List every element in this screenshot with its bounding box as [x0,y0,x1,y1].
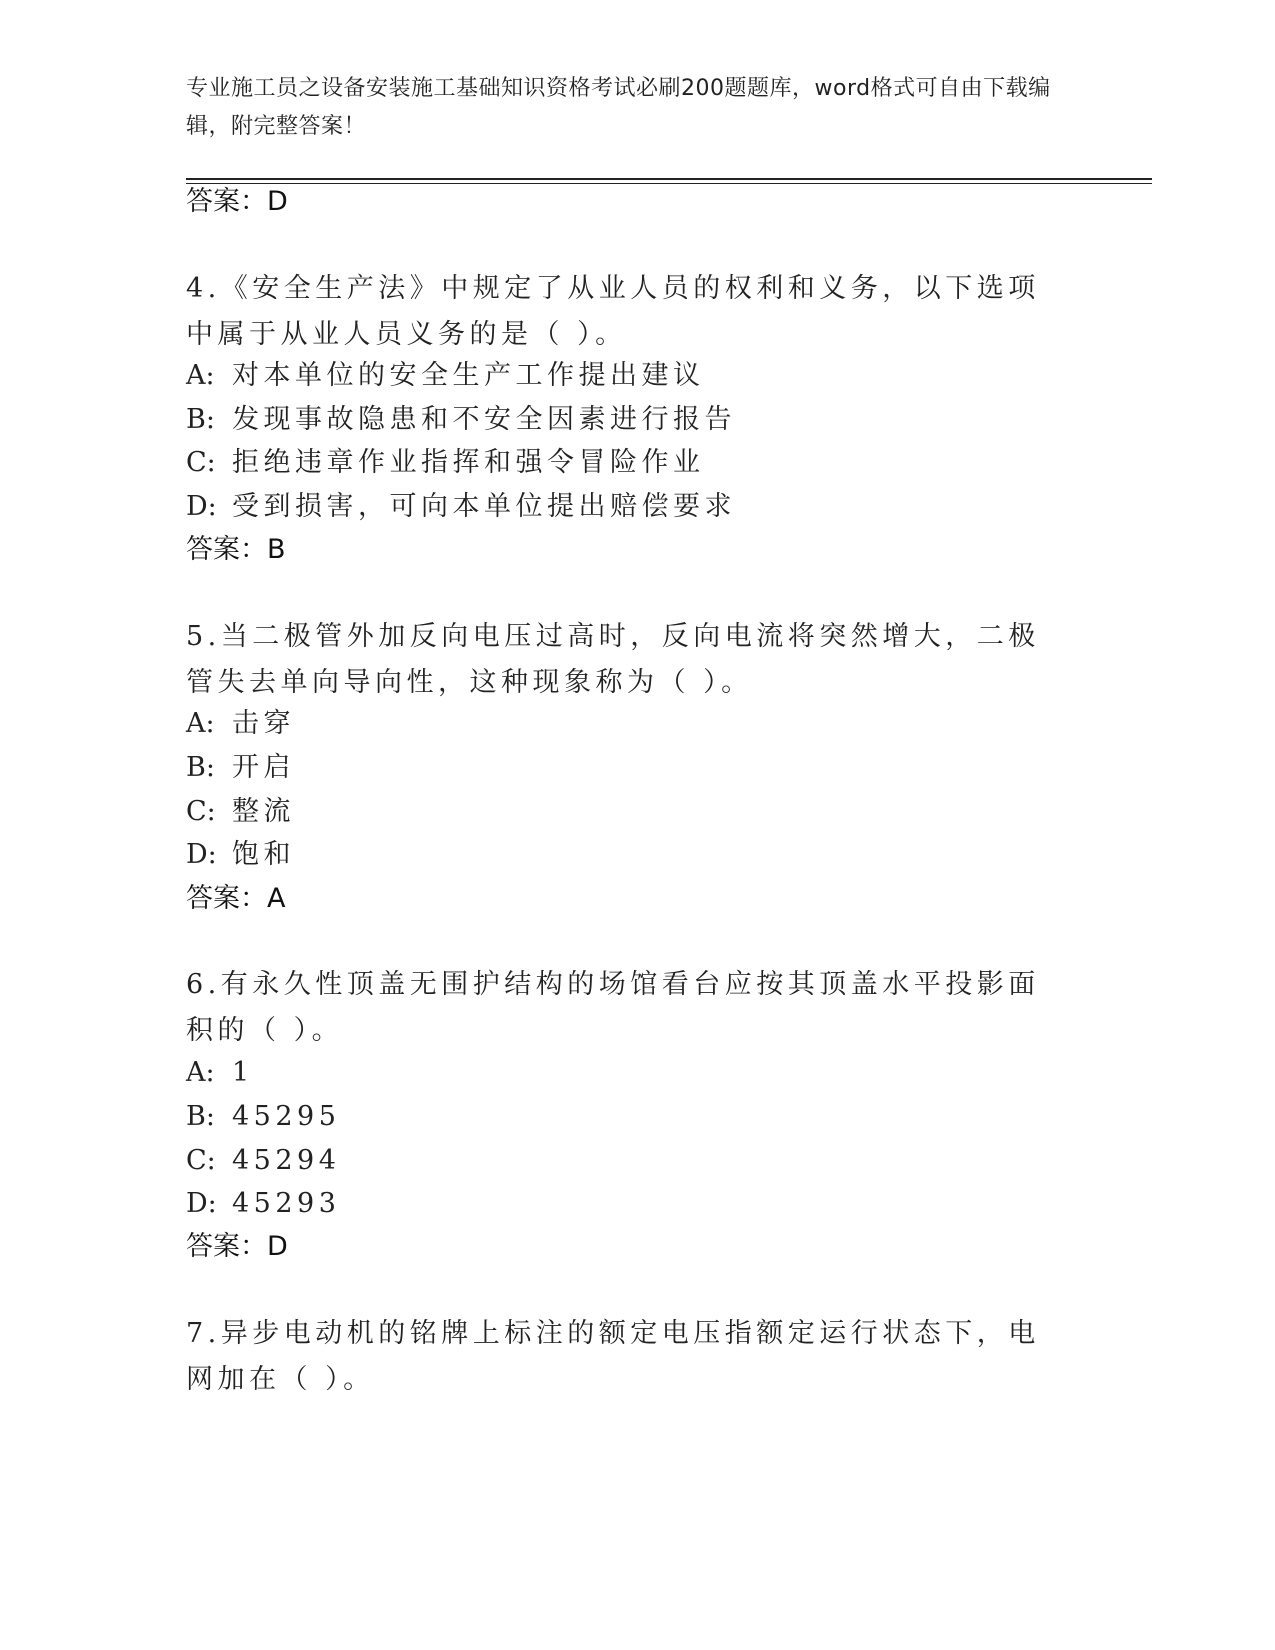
question-6-option-a [186,1053,254,1093]
option-text: 45294 [232,1145,341,1176]
question-5-option-b [186,748,295,788]
option-letter: B: [186,404,215,435]
question-6-option-b [186,1097,340,1137]
answer-q3: 答案：D [186,186,288,217]
question-7-stem: 7.异步电动机的铭牌上标注的额定电压指额定运行状态下，电网加在（ ）。 [186,1318,1040,1395]
header-divider-thin [186,183,1152,184]
question-4-stem: 4.《安全生产法》中规定了从业人员的权利和义务，以下选项中属于从业人员义务的是（ ）。 [186,273,1040,350]
option-text: 45293 [232,1188,341,1219]
question-6-option-c [186,1141,340,1181]
question-4-option-d [186,487,736,527]
answer-q5: 答案：A [186,883,286,914]
question-6-stem: 6.有永久性顶盖无围护结构的场馆看台应按其顶盖水平投影面积的（ ）。 [186,969,1040,1046]
question-4-option-b [186,400,736,440]
option-text: 对本单位的安全生产工作提出建议 [232,360,705,391]
document-header: 专业施工员之设备安装施工基础知识资格考试必刷200题题库，word格式可自由下载编辑，附完整答案！ [186,76,1051,139]
header-divider-thick [186,178,1152,180]
question-5-option-d [186,835,295,875]
option-letter: B: [186,1101,215,1132]
option-letter: B: [186,752,215,783]
question-6-option-d [186,1184,340,1224]
option-text: 发现事故隐患和不安全因素进行报告 [232,404,736,435]
question-4-option-a [186,356,705,396]
question-5-option-c [186,792,295,832]
option-text: 击穿 [232,708,295,739]
option-text: 受到损害，可向本单位提出赔偿要求 [232,491,736,522]
option-text: 开启 [232,752,295,783]
option-letter: C: [186,447,216,478]
option-text: 拒绝违章作业指挥和强令冒险作业 [232,447,705,478]
question-4-option-c [186,443,705,483]
option-letter: A: [186,708,215,739]
option-letter: C: [186,1145,216,1176]
option-letter: A: [186,1057,215,1088]
option-letter: D: [186,839,217,870]
option-letter: A: [186,360,215,391]
option-text: 45295 [232,1101,341,1132]
option-text: 饱和 [232,839,295,870]
option-letter: C: [186,796,216,827]
question-5-option-a [186,704,295,744]
option-letter: D: [186,1188,217,1219]
answer-q6: 答案：D [186,1231,288,1262]
question-5-stem: 5.当二极管外加反向电压过高时，反向电流将突然增大，二极管失去单向导向性，这种现象称为（ ）。 [186,621,1040,698]
option-text: 1 [232,1057,254,1088]
answer-q4: 答案：B [186,534,286,565]
option-text: 整流 [232,796,295,827]
option-letter: D: [186,491,217,522]
